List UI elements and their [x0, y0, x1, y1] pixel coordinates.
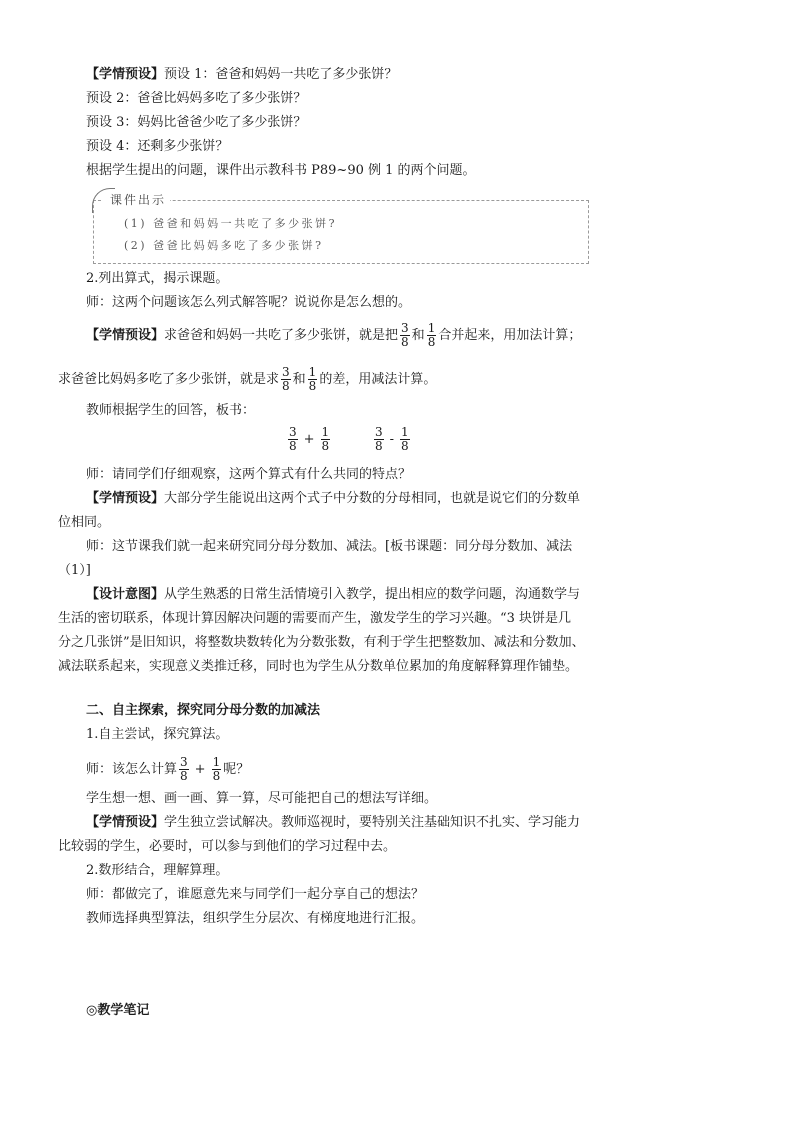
paragraph-preset-solve	[86, 814, 580, 832]
paragraph-preset-common-cont: 位相同。	[58, 515, 111, 530]
text: 从学生熟悉的日常生活情境引入教学，提出相应的数学问题，沟通数学与	[164, 587, 581, 602]
text: 求爸爸比妈妈多吃了多少张饼，就是求	[58, 372, 280, 387]
teaching-notes-heading: ◎教学笔记	[86, 1003, 150, 1018]
courseware-box-title: 课件出示	[102, 191, 170, 209]
paragraph-step-2-understand: 2.数形结合，理解算理。	[86, 863, 229, 878]
paragraph-teacher-share: 师：都做完了，谁愿意先来与同学们一起分享自己的想法？	[86, 887, 425, 902]
paragraph-lesson-topic-cont: （1）]	[58, 563, 91, 578]
paragraph-blackboard-intro: 教师根据学生的回答，板书：	[86, 403, 256, 418]
text: 合并起来，用加法计算；	[438, 328, 582, 343]
tag-learning-preset: 【学情预设】	[86, 491, 165, 506]
expression-subtraction	[372, 426, 412, 453]
text: 学生独立尝试解决。教师巡视时，要特别关注基础知识不扎实、学习能力	[164, 815, 581, 830]
paragraph-design-intent-2: 生活的密切联系，体现计算因解决问题的需要而产生，激发学生的学习兴趣。“3 块饼是几	[58, 611, 572, 626]
paragraph-design-intent-4: 减法联系起来，实现意义类推迁移，同时也为学生从分数单位累加的角度解释算理作铺垫。	[58, 659, 579, 674]
fraction-three-eighths: $\frac{3}{8}$	[401, 321, 409, 349]
paragraph-preset-1	[86, 66, 397, 84]
paragraph-teacher-select: 教师选择典型算法，组织学生分层次、有梯度地进行汇报。	[86, 911, 425, 926]
fraction-three-eighths: $\frac{3}{8}$	[180, 755, 188, 783]
tag-learning-preset: 【学情预设】	[86, 328, 165, 343]
paragraph-preset-4: 预设 4：还剩多少张饼？	[86, 139, 229, 154]
paragraph-preset-3: 预设 3：妈妈比爸爸少吃了多少张饼？	[86, 115, 307, 130]
fraction-one-eighth: $\frac{1}{8}$	[427, 321, 436, 349]
expression-addition	[286, 426, 332, 453]
courseware-question-2: (2) 爸爸比妈妈多吃了多少张饼?	[124, 239, 324, 252]
paragraph-courseware-intro: 根据学生提出的问题，课件出示教科书 P89~90 例 1 的两个问题。	[86, 163, 476, 178]
paragraph-lesson-topic: 师：这节课我们就一起来研究同分母分数加、减法。[板书课题：同分母分数加、减法	[86, 539, 573, 554]
fraction-one-eighth: $\frac{1}{8}$	[308, 365, 317, 393]
paragraph-teacher-question: 师：这两个问题该怎么列式解答呢？说说你是怎么想的。	[86, 295, 412, 310]
text: 预设 1：爸爸和妈妈一共吃了多少张饼？	[164, 67, 398, 82]
fraction-one-eighth: $\frac{1}{8}$	[212, 755, 221, 783]
courseware-question-1: (1) 爸爸和妈妈一共吃了多少张饼?	[124, 217, 337, 230]
fraction-three-eighths: $\frac{3}{8}$	[289, 425, 297, 453]
paragraph-design-intent-3: 分之几张饼”是旧知识，将整数块数转化为分数张数，有利于学生把整数加、减法和分数加、	[58, 635, 585, 650]
text: 和	[292, 372, 306, 387]
fraction-one-eighth: $\frac{1}{8}$	[321, 425, 330, 453]
paragraph-students-think: 学生想一想、画一画、算一算，尽可能把自己的想法写详细。	[86, 791, 438, 806]
tag-design-intent: 【设计意图】	[86, 587, 165, 602]
text: 呢？	[223, 762, 250, 777]
tag-learning-preset: 【学情预设】	[86, 815, 165, 830]
text: 大部分学生能说出这两个式子中分数的分母相同，也就是说它们的分数单	[164, 491, 581, 506]
paragraph-preset-common	[86, 490, 580, 508]
fraction-three-eighths: $\frac{3}{8}$	[282, 365, 290, 393]
courseware-box	[93, 200, 589, 264]
tag-learning-preset: 【学情预设】	[86, 67, 165, 82]
paragraph-preset-add	[86, 322, 581, 349]
fraction-three-eighths: $\frac{3}{8}$	[375, 425, 383, 453]
text: 和	[411, 328, 425, 343]
paragraph-preset-subtract	[58, 366, 436, 393]
paragraph-design-intent	[86, 586, 580, 604]
text: 师：该怎么计算	[86, 762, 178, 777]
paragraph-step-2: 2.列出算式，揭示课题。	[86, 271, 229, 286]
section-heading: 二、自主探索，探究同分母分数的加减法	[86, 703, 321, 718]
paragraph-preset-2: 预设 2：爸爸比妈妈多吃了多少张饼？	[86, 91, 307, 106]
text: 求爸爸和妈妈一共吃了多少张饼，就是把	[164, 328, 399, 343]
fraction-one-eighth: $\frac{1}{8}$	[401, 425, 409, 453]
paragraph-teacher-compute	[86, 756, 249, 783]
paragraph-preset-solve-cont: 比较弱的学生，必要时，可以参与到他们的学习过程中去。	[58, 839, 397, 854]
paragraph-step-1: 1.自主尝试，探究算法。	[86, 727, 229, 742]
minus-sign: -	[389, 431, 395, 447]
paragraph-teacher-observe: 师：请同学们仔细观察，这两个算式有什么共同的特点？	[86, 467, 412, 482]
plus-sign: +	[194, 761, 206, 777]
plus-sign: +	[303, 431, 315, 447]
text: 的差，用减法计算。	[319, 372, 437, 387]
